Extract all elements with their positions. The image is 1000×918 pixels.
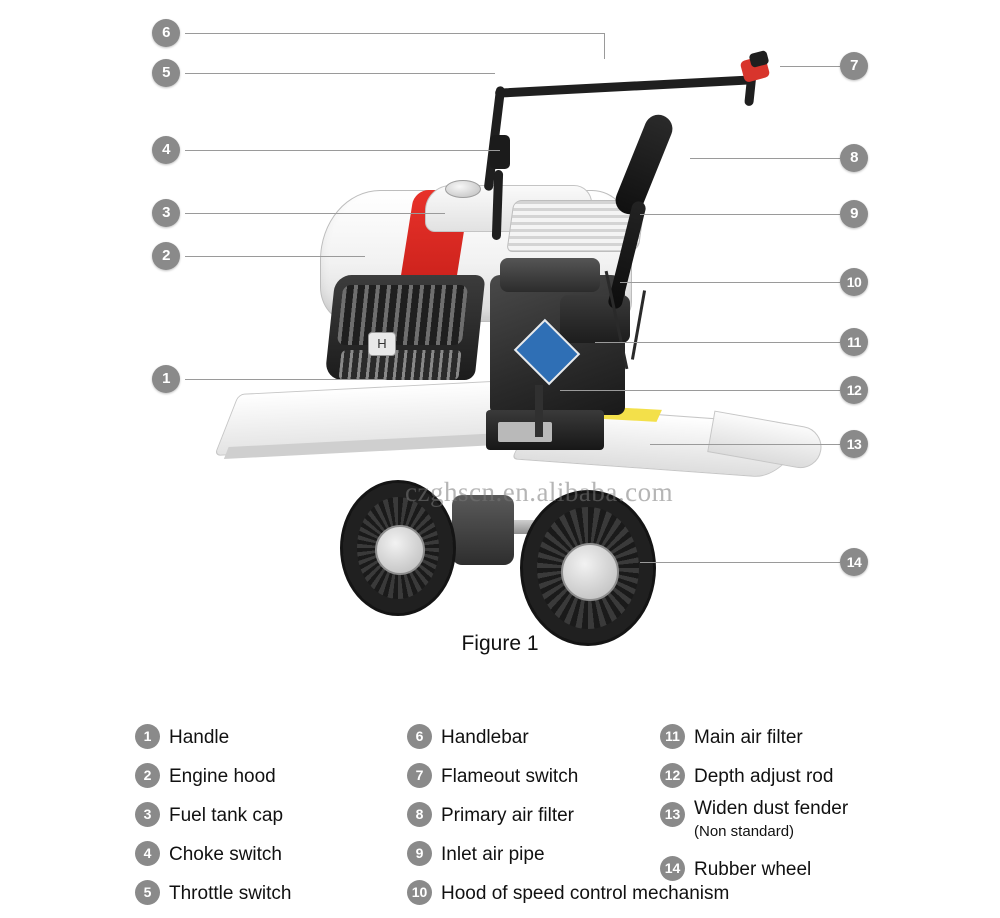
legend-sublabel-13: (Non standard) bbox=[694, 823, 795, 840]
legend-item-1 bbox=[135, 718, 395, 757]
legend-number-13: 13 bbox=[660, 802, 685, 827]
speed-control-plate bbox=[498, 422, 552, 442]
figure-caption: Figure 1 bbox=[461, 632, 539, 655]
leader-line-3 bbox=[185, 213, 445, 214]
legend-number-8: 8 bbox=[407, 802, 432, 827]
legend-item-11 bbox=[660, 718, 950, 757]
legend-label-6: Handlebar bbox=[441, 726, 529, 748]
legend-item-3 bbox=[135, 796, 395, 835]
leader-line-5 bbox=[185, 73, 495, 74]
legend-number-11: 11 bbox=[660, 724, 685, 749]
callout-bubble-1[interactable]: 1 bbox=[152, 365, 180, 393]
legend-item-12 bbox=[660, 757, 950, 796]
primary-air-filter bbox=[611, 111, 676, 219]
callout-bubble-11[interactable]: 11 bbox=[840, 328, 868, 356]
legend-item-2 bbox=[135, 757, 395, 796]
legend-label-5: Throttle switch bbox=[169, 882, 292, 904]
tiller-illustration bbox=[190, 40, 810, 620]
leader-line-6 bbox=[185, 33, 605, 34]
callout-bubble-10[interactable]: 10 bbox=[840, 268, 868, 296]
legend-label-7: Flameout switch bbox=[441, 765, 579, 787]
leader-line-9 bbox=[640, 214, 840, 215]
legend-label-9: Inlet air pipe bbox=[441, 843, 545, 865]
brand-badge: H bbox=[368, 332, 396, 356]
callout-bubble-6[interactable]: 6 bbox=[152, 19, 180, 47]
leader-line-4 bbox=[185, 150, 500, 151]
legend-number-12: 12 bbox=[660, 763, 685, 788]
callout-bubble-2[interactable]: 2 bbox=[152, 242, 180, 270]
legend-label-3: Fuel tank cap bbox=[169, 804, 284, 826]
legend-number-7: 7 bbox=[407, 763, 432, 788]
legend-label-1: Handle bbox=[169, 726, 230, 748]
rubber-wheel-right bbox=[520, 490, 656, 646]
legend-item-13 bbox=[660, 796, 950, 850]
legend-label-10: Hood of speed control mechanism bbox=[441, 882, 730, 904]
legend-label-12: Depth adjust rod bbox=[694, 765, 834, 787]
legend-label-4: Choke switch bbox=[169, 843, 282, 865]
legend-item-14 bbox=[660, 850, 950, 889]
leader-line-13 bbox=[650, 444, 840, 445]
legend-number-9: 9 bbox=[407, 841, 432, 866]
throttle-switch bbox=[490, 135, 510, 169]
leader-line-10 bbox=[620, 282, 840, 283]
legend-number-4: 4 bbox=[135, 841, 160, 866]
callout-bubble-5[interactable]: 5 bbox=[152, 59, 180, 87]
legend-label-8: Primary air filter bbox=[441, 804, 575, 826]
callout-bubble-8[interactable]: 8 bbox=[840, 144, 868, 172]
wheel-hub-left bbox=[375, 525, 425, 575]
legend-label-14: Rubber wheel bbox=[694, 858, 812, 880]
legend-label-2: Engine hood bbox=[169, 765, 276, 787]
legend-number-2: 2 bbox=[135, 763, 160, 788]
leader-line-2 bbox=[185, 256, 365, 257]
legend bbox=[135, 718, 935, 918]
callout-bubble-3[interactable]: 3 bbox=[152, 199, 180, 227]
handlebar-crossbar bbox=[495, 75, 755, 98]
legend-number-1: 1 bbox=[135, 724, 160, 749]
leader-line-8 bbox=[690, 158, 840, 159]
callout-bubble-14[interactable]: 14 bbox=[840, 548, 868, 576]
callout-bubble-4[interactable]: 4 bbox=[152, 136, 180, 164]
legend-label-11: Main air filter bbox=[694, 726, 803, 748]
leader-line-6-drop bbox=[604, 33, 605, 59]
legend-number-14: 14 bbox=[660, 856, 685, 881]
control-cable-2 bbox=[631, 290, 646, 359]
leader-line-1 bbox=[185, 379, 385, 380]
legend-column-1 bbox=[135, 718, 395, 913]
legend-number-10: 10 bbox=[407, 880, 432, 905]
leader-line-12 bbox=[560, 390, 840, 391]
front-grille-slats bbox=[337, 285, 468, 345]
leader-line-7 bbox=[780, 66, 840, 67]
callout-bubble-13[interactable]: 13 bbox=[840, 430, 868, 458]
legend-item-4 bbox=[135, 835, 395, 874]
leader-line-11 bbox=[595, 342, 840, 343]
legend-item-5 bbox=[135, 874, 395, 913]
fuel-tank-cap bbox=[445, 180, 481, 198]
legend-column-3 bbox=[660, 718, 950, 889]
legend-label-13: Widen dust fender bbox=[694, 798, 849, 819]
engine-top-cover bbox=[500, 258, 600, 292]
depth-adjust-rod bbox=[535, 385, 543, 437]
legend-number-5: 5 bbox=[135, 880, 160, 905]
leader-line-14 bbox=[640, 562, 840, 563]
callout-bubble-9[interactable]: 9 bbox=[840, 200, 868, 228]
watermark: czghscn.en.alibaba.com bbox=[405, 477, 674, 507]
callout-bubble-7[interactable]: 7 bbox=[840, 52, 868, 80]
legend-number-6: 6 bbox=[407, 724, 432, 749]
front-grille-lower-slats bbox=[338, 350, 461, 380]
callout-bubble-12[interactable]: 12 bbox=[840, 376, 868, 404]
wheel-hub-right bbox=[561, 543, 619, 601]
legend-number-3: 3 bbox=[135, 802, 160, 827]
